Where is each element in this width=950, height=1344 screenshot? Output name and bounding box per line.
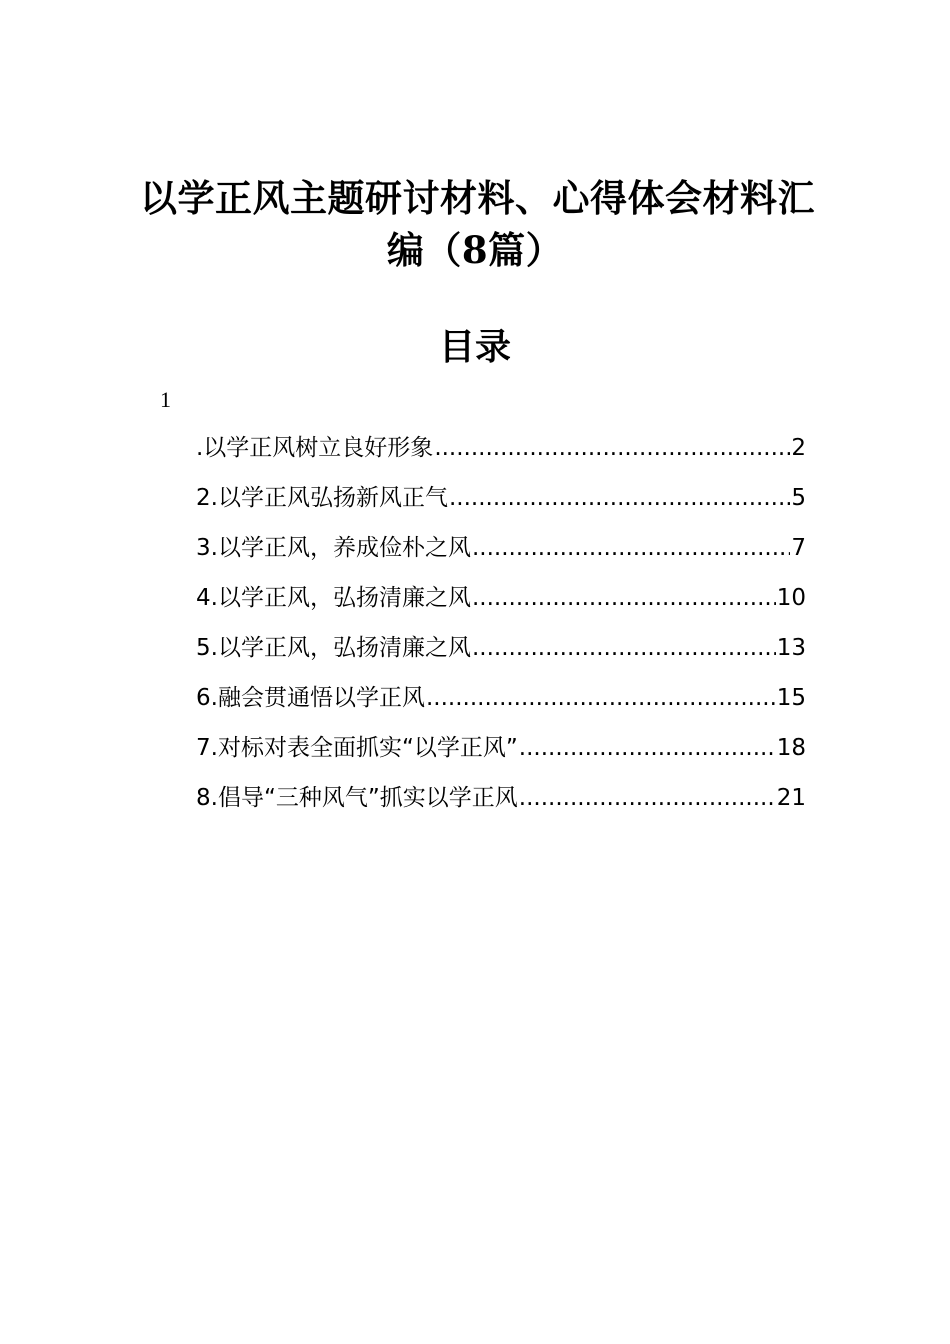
toc-entry-5[interactable] — [196, 628, 806, 678]
toc-dot-leader — [519, 728, 776, 768]
toc-entry-4[interactable] — [196, 578, 806, 628]
toc-page-number: 15 — [776, 685, 806, 711]
toc-entry-title: 2.以学正风弘扬新风正气 — [196, 485, 448, 511]
toc-page-number: 7 — [791, 535, 806, 561]
document-title-line-1: 以学正风主题研讨材料、心得体会材料汇 — [140, 176, 815, 220]
toc-entry-title: 5.以学正风，弘扬清廉之风 — [196, 635, 471, 661]
paragraph-number: 1 — [160, 387, 171, 412]
toc-dot-leader — [472, 578, 776, 618]
toc-page-number: 18 — [776, 735, 806, 761]
table-of-contents — [196, 428, 806, 828]
toc-entry-title: 3.以学正风，养成俭朴之风 — [196, 535, 471, 561]
toc-dot-leader — [519, 778, 776, 818]
toc-heading: 目录 — [438, 326, 511, 368]
toc-entry-title: .以学正风树立良好形象 — [196, 435, 434, 461]
toc-dot-leader — [472, 528, 790, 568]
toc-entry-title: 7.对标对表全面抓实“以学正风” — [196, 735, 518, 761]
toc-page-number: 10 — [776, 585, 806, 611]
toc-entry-6[interactable] — [196, 678, 806, 728]
toc-page-number: 21 — [776, 785, 806, 811]
toc-entry-title: 4.以学正风，弘扬清廉之风 — [196, 585, 471, 611]
toc-page-number: 13 — [776, 635, 806, 661]
toc-entry-8[interactable] — [196, 778, 806, 828]
toc-entry-3[interactable] — [196, 528, 806, 578]
toc-entry-7[interactable] — [196, 728, 806, 778]
toc-dot-leader — [472, 628, 776, 668]
toc-page-number: 2 — [791, 435, 806, 461]
document-title-line-2: 编（8篇） — [386, 228, 564, 272]
toc-entry-1[interactable] — [196, 428, 806, 478]
toc-dot-leader — [449, 478, 790, 518]
toc-entry-title: 6.融会贯通悟以学正风 — [196, 685, 425, 711]
toc-entry-2[interactable] — [196, 478, 806, 528]
toc-dot-leader — [426, 678, 776, 718]
toc-dot-leader — [434, 428, 790, 468]
toc-entry-title: 8.倡导“三种风气”抓实以学正风 — [196, 785, 518, 811]
toc-page-number: 5 — [791, 485, 806, 511]
